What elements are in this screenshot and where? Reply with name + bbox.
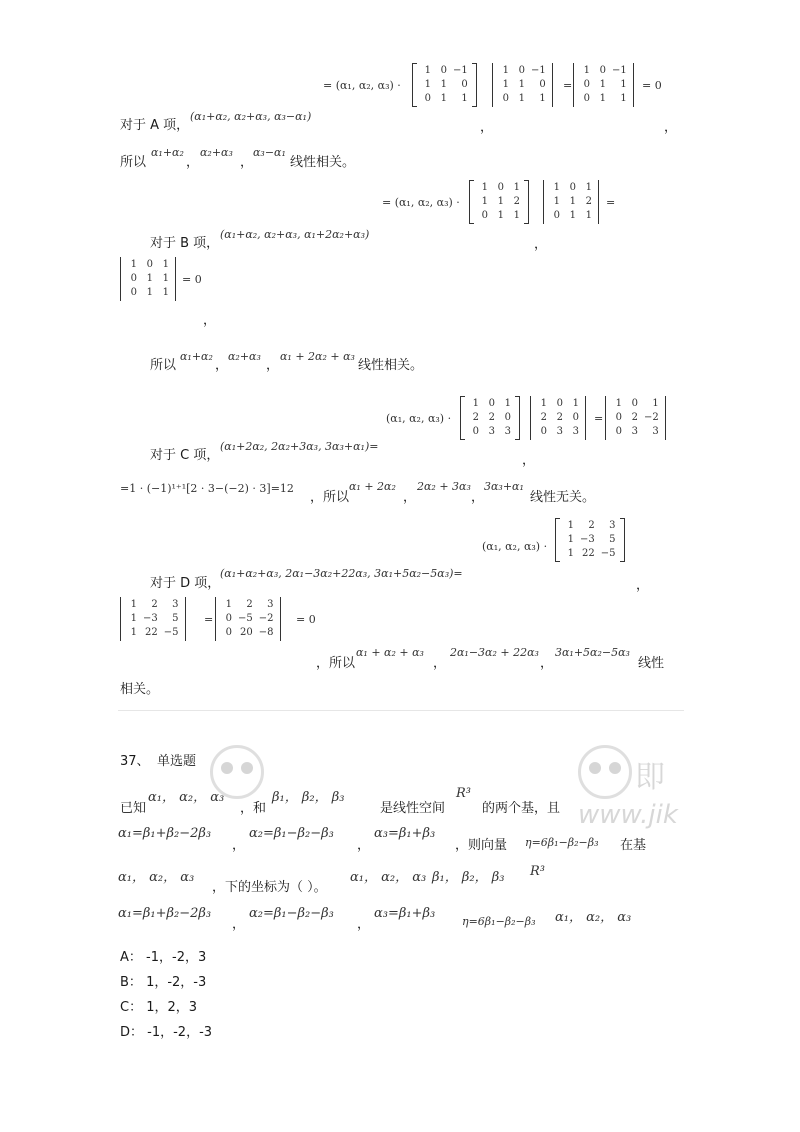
matrix-cells	[560, 518, 620, 562]
matrix-cell: 1	[599, 93, 606, 104]
c-vec-3: 3α₃+α₁	[484, 480, 524, 493]
a-comma-2: ，	[664, 120, 678, 135]
b-determinant-1	[543, 180, 599, 224]
bracket-right	[550, 63, 553, 107]
matrix-cell: 1	[162, 273, 169, 284]
question-type: 单选题	[157, 754, 197, 769]
a-vec-2: α₂+α₃	[200, 146, 233, 159]
bracket-right	[515, 396, 520, 440]
d-conclusion-prefix: ，所以	[316, 656, 356, 671]
matrix-cell: 0	[569, 182, 576, 193]
d-label: 对于 D 项，	[150, 576, 221, 591]
matrix-cells	[495, 63, 550, 107]
b-matrix-prefix: = (α₁, α₂, α₃) ·	[382, 196, 460, 209]
matrix-cell: 3	[556, 426, 563, 437]
b-comma-1: ，	[534, 237, 548, 252]
matrix-cell: 1	[513, 182, 520, 193]
d-sep-2: ，	[540, 656, 554, 671]
matrix-cell: 3	[504, 426, 511, 437]
matrix-cell: 3	[572, 426, 579, 437]
matrix-cell: −1	[453, 65, 468, 76]
option-b[interactable]	[120, 971, 206, 990]
b-eq: =	[606, 196, 616, 209]
q-line2-sep1: ，	[232, 838, 246, 853]
c-determinant-1	[530, 396, 586, 440]
matrix-cell: 0	[540, 426, 547, 437]
b-sep-1: ，	[215, 358, 229, 373]
d-determinant-2	[215, 597, 281, 641]
option-letter: D：	[120, 1025, 144, 1040]
option-a[interactable]	[120, 946, 206, 965]
matrix-cell: 2	[246, 599, 253, 610]
matrix-cell: 0	[599, 65, 606, 76]
d-comma-1: ，	[636, 578, 650, 593]
d-vec-1: α₁ + α₂ + α₃	[356, 646, 424, 659]
b-vec-1: α₁+α₂	[180, 350, 213, 363]
matrix-cell: 2	[588, 520, 595, 531]
matrix-cell: 1	[130, 599, 137, 610]
option-letter: B：	[120, 975, 142, 990]
matrix-cell: 2	[540, 412, 547, 423]
matrix-cell: 1	[599, 79, 606, 90]
matrix-cell: 20	[240, 627, 253, 638]
matrix-cell: 1	[130, 627, 137, 638]
c-sep-1: ，	[403, 490, 417, 505]
matrix-cell: 22	[145, 627, 158, 638]
a-sep-2: ，	[240, 155, 254, 170]
b-sep-2: ，	[266, 358, 280, 373]
matrix-cells	[417, 63, 472, 107]
matrix-cell: 1	[615, 398, 622, 409]
c-label: 对于 C 项，	[150, 448, 220, 463]
d-sep-1: ，	[433, 656, 447, 671]
a-vec-3: α₃−α₁	[253, 146, 286, 159]
matrix-cells	[576, 63, 631, 107]
a-comma-1: ，	[480, 120, 494, 135]
b-determinant-2	[120, 257, 176, 301]
matrix-cell: −1	[531, 65, 546, 76]
matrix-cell: 3	[267, 599, 274, 610]
matrix-cell: 0	[497, 182, 504, 193]
option-text: -1，-2，-3	[147, 1025, 213, 1040]
matrix-cell: 1	[553, 182, 560, 193]
matrix-cell: 1	[461, 93, 468, 104]
a-conclusion: 线性相关。	[290, 155, 356, 170]
a-expr: (α₁+α₂, α₂+α₃, α₃−α₁)	[190, 110, 312, 123]
a-det-result: = 0	[642, 79, 662, 92]
watermark-panda-icon-2	[578, 745, 632, 799]
matrix-cell: 1	[497, 196, 504, 207]
matrix-cell: 1	[518, 79, 525, 90]
matrix-cell: 0	[539, 79, 546, 90]
b-vec-3: α₁ + 2α₂ + α₃	[280, 350, 355, 363]
b-conclusion: 线性相关。	[358, 358, 424, 373]
c-eq: =	[594, 412, 604, 425]
q-line3-alphas-2: α₁， α₂， α₃	[350, 870, 427, 885]
c-expr: (α₁+2α₂, 2α₂+3α₃, 3α₃+α₁)=	[220, 440, 379, 453]
matrix-cell: −2	[644, 412, 659, 423]
matrix-cell: 22	[582, 548, 595, 559]
option-d[interactable]	[120, 1021, 212, 1040]
b-conclusion-prefix: 所以	[150, 358, 177, 373]
matrix-cell: 1	[567, 534, 574, 545]
matrix-cell: 1	[518, 93, 525, 104]
matrix-cell: 0	[583, 93, 590, 104]
matrix-cell: 1	[585, 182, 592, 193]
bracket-right	[583, 396, 586, 440]
matrix-cell: −5	[600, 548, 616, 559]
matrix-cells	[533, 396, 583, 440]
d-vec-2: 2α₁−3α₂ + 22α₃	[450, 646, 539, 659]
b-vec-2: α₂+α₃	[228, 350, 261, 363]
matrix-cell: 1	[146, 273, 153, 284]
matrix-cell: 0	[502, 93, 509, 104]
matrix-cell: 0	[615, 426, 622, 437]
b-comma-2: ，	[203, 313, 217, 328]
q-line4-rel1: α₁=β₁+β₂−2β₃	[118, 906, 212, 921]
a-label: 对于 A 项，	[120, 118, 190, 133]
bracket-right	[620, 518, 625, 562]
matrix-cell: 2	[488, 412, 495, 423]
matrix-cell: 2	[472, 412, 479, 423]
q-line1-a: 已知	[120, 801, 147, 816]
matrix-cell: 0	[424, 93, 431, 104]
q-line2-c: 在基	[620, 838, 647, 853]
matrix-cell: 1	[569, 196, 576, 207]
q-line3-betas-2: β₁， β₂， β₃	[432, 870, 505, 885]
a-conclusion-prefix: 所以	[120, 155, 147, 170]
matrix-cell: 5	[609, 534, 616, 545]
matrix-cell: 1	[146, 287, 153, 298]
q-line4-eta: η=6β₁−β₂−β₃	[462, 915, 536, 928]
matrix-cell: 1	[620, 93, 627, 104]
matrix-cell: 2	[151, 599, 158, 610]
q-line2-rel2: α₂=β₁−β₂−β₃	[249, 826, 334, 841]
matrix-cell: 1	[424, 65, 431, 76]
q-line3-space: R³	[530, 864, 545, 879]
a-sep-1: ，	[186, 155, 200, 170]
q-line3-alphas: α₁， α₂， α₃	[118, 870, 195, 885]
matrix-cell: 1	[497, 210, 504, 221]
a-matrix	[412, 63, 477, 107]
matrix-cell: 1	[504, 398, 511, 409]
matrix-cells	[218, 597, 278, 641]
matrix-cell: −8	[258, 627, 274, 638]
bracket-right	[524, 180, 529, 224]
matrix-cell: 0	[461, 79, 468, 90]
matrix-cells	[465, 396, 515, 440]
bracket-right	[596, 180, 599, 224]
q-line1-b: 是线性空间	[380, 801, 446, 816]
matrix-cell: 0	[130, 287, 137, 298]
matrix-cell: 0	[481, 210, 488, 221]
matrix-cell: 1	[162, 259, 169, 270]
q-line1-c: 的两个基，且	[482, 801, 561, 816]
bracket-right	[278, 597, 281, 641]
watermark-text-2: www.jik	[578, 800, 678, 830]
matrix-cell: 3	[172, 599, 179, 610]
d-vec-3: 3α₁+5α₂−5α₃	[555, 646, 630, 659]
matrix-cells	[123, 257, 173, 301]
question-number: 37、	[120, 754, 150, 769]
matrix-cell: 0	[518, 65, 525, 76]
matrix-cell: 0	[504, 412, 511, 423]
b-expr: (α₁+α₂, α₂+α₃, α₁+2α₂+α₃)	[220, 228, 370, 241]
matrix-cell: 1	[225, 599, 232, 610]
matrix-cell: 1	[162, 287, 169, 298]
matrix-cell: 1	[440, 93, 447, 104]
q-line4-sep1: ，	[232, 917, 246, 932]
matrix-cell: 3	[631, 426, 638, 437]
d-det-result: = 0	[296, 613, 316, 626]
matrix-cell: 5	[172, 613, 179, 624]
matrix-cell: 0	[146, 259, 153, 270]
matrix-cell: 1	[583, 65, 590, 76]
b-label: 对于 B 项，	[150, 236, 220, 251]
c-vec-1: α₁ + 2α₂	[349, 480, 396, 493]
q-line4-rel3: α₃=β₁+β₃	[374, 906, 436, 921]
matrix-cell: −3	[580, 534, 595, 545]
watermark-text-1: 即	[635, 760, 665, 795]
q-line4-rel2: α₂=β₁−β₂−β₃	[249, 906, 334, 921]
d-determinant-1	[120, 597, 186, 641]
matrix-cell: 1	[472, 398, 479, 409]
matrix-cell: 0	[130, 273, 137, 284]
c-sep-2: ，	[471, 490, 485, 505]
q-line1-space: R³	[456, 786, 471, 801]
d-expr: (α₁+α₂+α₃, 2α₁−3α₂+22α₃, 3α₁+5α₂−5α₃)=	[220, 567, 463, 580]
b-matrix	[469, 180, 529, 224]
matrix-cell: −5	[238, 613, 253, 624]
matrix-cells	[123, 597, 183, 641]
matrix-cell: 1	[620, 79, 627, 90]
q-line4-sep2: ，	[357, 917, 371, 932]
b-det-result: = 0	[182, 273, 202, 286]
matrix-cell: 1	[424, 79, 431, 90]
matrix-cells	[474, 180, 524, 224]
matrix-cells	[546, 180, 596, 224]
matrix-cell: 2	[585, 196, 592, 207]
c-comma-1: ，	[522, 453, 536, 468]
matrix-cell: 3	[609, 520, 616, 531]
a-vec-1: α₁+α₂	[151, 146, 184, 159]
d-eq: =	[204, 613, 214, 626]
section-divider	[118, 710, 684, 711]
a-eq: =	[563, 79, 573, 92]
bracket-right	[183, 597, 186, 641]
matrix-cell: 1	[567, 520, 574, 531]
q-line2-b: ，则向量	[455, 838, 508, 853]
matrix-cell: 1	[481, 196, 488, 207]
matrix-cell: −1	[612, 65, 627, 76]
d-matrix-prefix: (α₁, α₂, α₃) ·	[482, 540, 548, 553]
bracket-right	[631, 63, 634, 107]
option-text: -1，-2，3	[146, 950, 207, 965]
matrix-cell: −2	[258, 613, 274, 624]
c-matrix	[460, 396, 520, 440]
a-determinant-2	[573, 63, 634, 107]
q-line1-betas: β₁， β₂， β₃	[272, 790, 345, 805]
c-vec-2: 2α₂ + 3α₃	[417, 480, 471, 493]
option-text: 1，-2，-3	[146, 975, 207, 990]
matrix-cell: 1	[540, 398, 547, 409]
q-line2-rel3: α₃=β₁+β₃	[374, 826, 436, 841]
bracket-right	[173, 257, 176, 301]
q-line1-and: ，和	[240, 801, 267, 816]
matrix-cell: 0	[615, 412, 622, 423]
q-line2-rel1: α₁=β₁+β₂−2β₃	[118, 826, 212, 841]
matrix-cell: 0	[631, 398, 638, 409]
matrix-cell: 0	[583, 79, 590, 90]
q-line3-a: ，下的坐标为（ ）。	[212, 880, 327, 895]
matrix-cell: 1	[502, 65, 509, 76]
matrix-cell: 0	[553, 210, 560, 221]
matrix-cell: 1	[569, 210, 576, 221]
c-conclusion: 线性无关。	[530, 490, 596, 505]
matrix-cell: 0	[556, 398, 563, 409]
matrix-cell: 1	[572, 398, 579, 409]
matrix-cell: 3	[488, 426, 495, 437]
d-matrix	[555, 518, 625, 562]
matrix-cell: 1	[130, 613, 137, 624]
matrix-cell: 1	[567, 548, 574, 559]
q-line4-alphas: α₁， α₂， α₃	[555, 910, 632, 925]
matrix-cell: −3	[143, 613, 158, 624]
matrix-cell: 0	[472, 426, 479, 437]
option-text: 1，2，3	[146, 1000, 198, 1015]
bracket-right	[663, 396, 666, 440]
d-conclusion-a: 线性	[638, 656, 665, 671]
q-line2-eta: η=6β₁−β₂−β₃	[525, 836, 599, 849]
matrix-cell: 2	[556, 412, 563, 423]
option-c[interactable]	[120, 996, 197, 1015]
matrix-cell: −5	[163, 627, 179, 638]
c-matrix-prefix: (α₁, α₂, α₃) ·	[386, 412, 452, 425]
c-conclusion-prefix: ，所以	[310, 490, 350, 505]
matrix-cell: 0	[225, 613, 232, 624]
matrix-cells	[608, 396, 663, 440]
matrix-cell: 0	[225, 627, 232, 638]
q-line2-sep2: ，	[357, 838, 371, 853]
matrix-cell: 1	[502, 79, 509, 90]
matrix-cell: 2	[631, 412, 638, 423]
c-determinant-2	[605, 396, 666, 440]
matrix-cell: 1	[553, 196, 560, 207]
matrix-cell: 1	[585, 210, 592, 221]
matrix-cell: 0	[488, 398, 495, 409]
matrix-cell: 1	[513, 210, 520, 221]
matrix-cell: 2	[513, 196, 520, 207]
option-letter: C：	[120, 1000, 143, 1015]
q-line1-alphas: α₁， α₂， α₃	[148, 790, 225, 805]
matrix-cell: 1	[481, 182, 488, 193]
matrix-cell: 1	[652, 398, 659, 409]
option-letter: A：	[120, 950, 142, 965]
matrix-cell: 0	[440, 65, 447, 76]
matrix-cell: 1	[130, 259, 137, 270]
matrix-cell: 3	[652, 426, 659, 437]
bracket-right	[472, 63, 477, 107]
matrix-cell: 0	[572, 412, 579, 423]
d-conclusion-b: 相关。	[120, 682, 160, 697]
c-calc: =1 · (−1)¹⁺¹[2 · 3−(−2) · 3]=12	[120, 482, 294, 495]
matrix-cell: 1	[440, 79, 447, 90]
a-determinant-1	[492, 63, 553, 107]
matrix-cell: 1	[539, 93, 546, 104]
a-matrix-prefix: = (α₁, α₂, α₃) ·	[323, 79, 401, 92]
